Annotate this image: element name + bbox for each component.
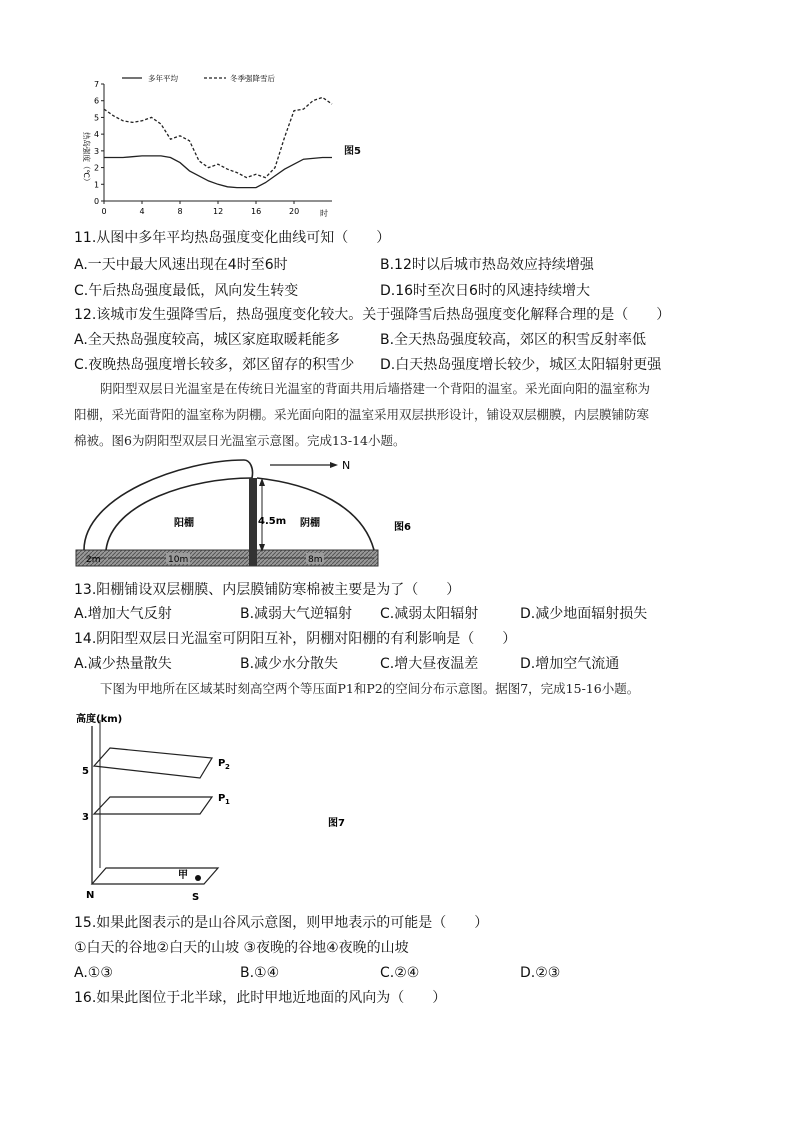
q16-stem: 16.如果此图位于北半球，此时甲地近地面的风向为（ ）	[74, 990, 447, 1006]
y-tick-label: 2	[94, 163, 100, 173]
series-line-avg	[104, 156, 332, 188]
q12-stem: 12.该城市发生强降雪后，热岛强度变化较大。关于强降雪后热岛强度变化解释合理的是（ ）	[74, 307, 671, 323]
x-tick-label: 0	[101, 207, 107, 216]
q11-option-c[interactable]: C.午后热岛强度最低，风向发生转变	[74, 283, 299, 299]
q13-option-b[interactable]: B.减弱大气逆辐射	[240, 606, 353, 622]
x-tick-label: 4	[139, 207, 145, 216]
q12-option-c[interactable]: C.夜晚热岛强度增长较多，郊区留存的积雪少	[74, 357, 355, 373]
figure7-diagram	[72, 708, 372, 908]
x-tick-label: 8	[177, 207, 183, 216]
q15-option-b[interactable]: B.①④	[240, 965, 280, 981]
jia-point	[195, 875, 201, 881]
q11-option-b[interactable]: B.12时以后城市热岛效应持续增强	[380, 257, 594, 273]
y-tick-5: 5	[82, 766, 89, 777]
jia-label: 甲	[178, 870, 188, 881]
q14-option-d[interactable]: D.增加空气流通	[520, 656, 620, 672]
figure5-label: 图5	[344, 146, 361, 157]
figure6-label: 图6	[394, 522, 411, 533]
y-tick-label: 0	[94, 197, 100, 206]
q15-stem: 15.如果此图表示的是山谷风示意图，则甲地表示的可能是（ ）	[74, 915, 489, 931]
yin-label: 阴棚	[300, 518, 320, 529]
p1-sub: 1	[225, 798, 230, 806]
y-tick-label: 4	[94, 130, 100, 140]
q15-option-d[interactable]: D.②③	[520, 965, 561, 981]
width-10m-label: 10m	[168, 555, 189, 565]
p2-label: P	[218, 758, 226, 769]
width-2m-label: 2m	[86, 555, 101, 565]
q15-options-line: ①白天的谷地②白天的山坡 ③夜晚的谷地④夜晚的山坡	[74, 940, 409, 956]
y-tick-label: 1	[94, 180, 100, 190]
legend-snow-label: 冬季强降雪后	[230, 74, 275, 83]
legend-avg-label: 多年平均	[148, 74, 178, 83]
q11-stem: 11.从图中多年平均热岛强度变化曲线可知（ ）	[74, 230, 391, 246]
p1-label: P	[218, 793, 226, 804]
y-tick-label: 3	[94, 146, 100, 156]
figure6-diagram	[72, 456, 472, 574]
q14-option-b[interactable]: B.减少水分散失	[240, 656, 339, 672]
q14-option-c[interactable]: C.增大昼夜温差	[380, 656, 479, 672]
q14-stem: 14.阴阳型双层日光温室可阴阳互补，阴棚对阳棚的有利影响是（ ）	[74, 631, 517, 647]
x-axis-unit: 时	[320, 209, 328, 218]
y-tick-3: 3	[82, 812, 89, 823]
intro13-line1: 阴阳型双层日光温室是在传统日光温室的背面共用后墙搭建一个背阳的温室。采光面向阳的温室称为	[100, 381, 651, 396]
y-tick-label: 6	[94, 96, 100, 106]
y-axis-label: 热岛强度（℃）	[82, 132, 91, 186]
q12-option-a[interactable]: A.全天热岛强度较高，城区家庭取暖耗能多	[74, 332, 340, 348]
q13-option-c[interactable]: C.减弱太阳辐射	[380, 606, 479, 622]
north-arrow-head	[330, 462, 338, 468]
north-label: N	[342, 459, 351, 472]
figure7-label: 图7	[328, 818, 345, 829]
width-8m-label: 8m	[308, 555, 323, 565]
figure5-chart	[80, 70, 380, 220]
q12-option-d[interactable]: D.白天热岛强度增长较少，城区太阳辐射更强	[380, 357, 662, 373]
y-tick-label: 7	[94, 80, 100, 89]
q13-stem: 13.阳棚铺设双层棚膜、内层膜铺防寒棉被主要是为了（ ）	[74, 582, 461, 598]
x-tick-label: 20	[289, 207, 300, 216]
x-tick-label: 16	[251, 207, 262, 216]
intro13-line3: 棉被。图6为阴阳型双层日光温室示意图。完成13-14小题。	[74, 433, 406, 448]
yin-roof	[257, 478, 374, 550]
series-line-snow	[104, 97, 332, 177]
back-wall	[249, 478, 257, 566]
q15-option-a[interactable]: A.①③	[74, 965, 113, 981]
q14-option-a[interactable]: A.减少热量散失	[74, 656, 172, 672]
p1-surface	[94, 797, 212, 814]
p2-sub: 2	[225, 763, 230, 771]
q15-option-c[interactable]: C.②④	[380, 965, 420, 981]
q13-option-a[interactable]: A.增加大气反射	[74, 606, 172, 622]
q11-option-d[interactable]: D.16时至次日6时的风速持续增大	[380, 283, 590, 299]
yang-inner-arch	[106, 478, 252, 550]
y-tick-label: 5	[94, 113, 100, 123]
height-axis-label: 高度(km)	[76, 714, 123, 725]
q13-option-d[interactable]: D.减少地面辐射损失	[520, 606, 648, 622]
yang-label: 阳棚	[174, 518, 194, 529]
south-label-s: S	[192, 892, 200, 903]
q11-option-a[interactable]: A.一天中最大风速出现在4时至6时	[74, 257, 288, 273]
north-label-n: N	[86, 890, 95, 901]
q12-option-b[interactable]: B.全天热岛强度较高，郊区的积雪反射率低	[380, 332, 647, 348]
p2-surface	[94, 748, 212, 778]
intro13-line2: 阳棚，采光面背阳的温室称为阴棚。采光面向阳的温室采用双层拱形设计，铺设双层棚膜，内层膜铺防寒	[74, 407, 650, 422]
height-label: 4.5m	[258, 516, 287, 527]
intro15-line1: 下图为甲地所在区域某时刻高空两个等压面P1和P2的空间分布示意图。据图7，完成15-16小题。	[100, 681, 640, 696]
x-tick-label: 12	[213, 207, 224, 216]
